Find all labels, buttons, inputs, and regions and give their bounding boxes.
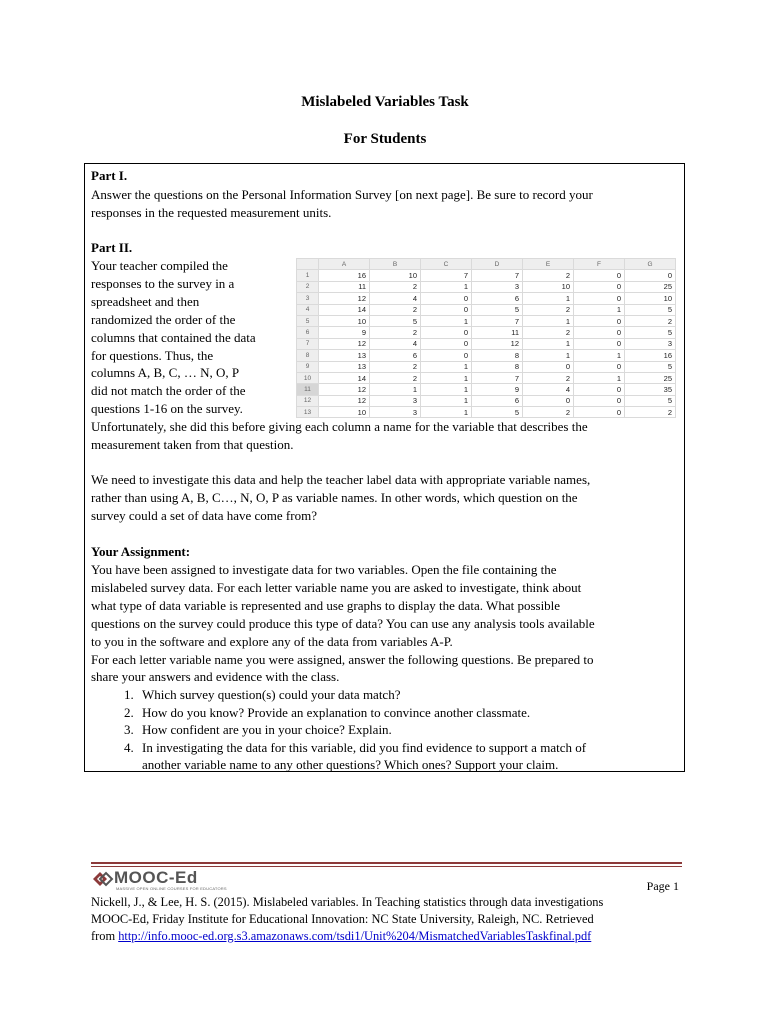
part2-side-line: questions 1-16 on the survey. bbox=[91, 401, 243, 416]
spreadsheet-cell: 9 bbox=[319, 327, 370, 338]
spreadsheet-cell: 5 bbox=[370, 315, 421, 326]
spreadsheet-cell: 1 bbox=[523, 315, 574, 326]
question-item bbox=[124, 721, 586, 739]
spreadsheet-row bbox=[297, 384, 676, 395]
part2-side-line: responses to the survey in a bbox=[91, 276, 235, 291]
spreadsheet-table bbox=[296, 258, 676, 418]
citation-line: MOOC-Ed, Friday Institute for Educational Innovation: NC State University, Raleigh, NC. Retrieved bbox=[91, 912, 594, 926]
row-number: 2 bbox=[297, 281, 319, 292]
spreadsheet-cell: 8 bbox=[472, 350, 523, 361]
spreadsheet-cell: 2 bbox=[370, 304, 421, 315]
column-header: A bbox=[319, 259, 370, 270]
spreadsheet-cell: 10 bbox=[370, 270, 421, 281]
spreadsheet-row bbox=[297, 270, 676, 281]
spreadsheet-row bbox=[297, 304, 676, 315]
part2-side-line: for questions. Thus, the bbox=[91, 348, 214, 363]
question-text-continued: another variable name to any other questions? Which ones? Support your claim. bbox=[142, 757, 559, 773]
spreadsheet-cell: 0 bbox=[574, 361, 625, 372]
question-text: Which survey question(s) could your data match? bbox=[142, 687, 401, 702]
question-text: How confident are you in your choice? Explain. bbox=[142, 722, 392, 738]
spreadsheet-row bbox=[297, 281, 676, 292]
spreadsheet-cell: 3 bbox=[370, 395, 421, 406]
assignment-line: mislabeled survey data. For each letter variable name you are asked to investigate, think about bbox=[91, 580, 582, 595]
part2-heading: Part II. bbox=[91, 240, 133, 255]
question-number: 2. bbox=[124, 704, 134, 720]
part2-side-line: columns A, B, C, … N, O, P bbox=[91, 365, 240, 380]
spreadsheet-cell: 2 bbox=[370, 361, 421, 372]
spreadsheet-image bbox=[296, 258, 676, 417]
spreadsheet-cell: 6 bbox=[472, 395, 523, 406]
mooc-ed-logo bbox=[92, 868, 242, 892]
spreadsheet-row bbox=[297, 315, 676, 326]
assignment-line: to you in the software and explore any of the data from variables A-P. bbox=[91, 634, 453, 649]
spreadsheet-cell: 12 bbox=[319, 338, 370, 349]
part2-side-line: randomized the order of the bbox=[91, 312, 236, 327]
spreadsheet-cell: 1 bbox=[421, 281, 472, 292]
part1-line: Answer the questions on the Personal Information Survey [on next page]. Be sure to record your bbox=[91, 187, 593, 202]
spreadsheet-cell: 0 bbox=[574, 407, 625, 418]
spreadsheet-cell: 7 bbox=[472, 270, 523, 281]
column-header: F bbox=[574, 259, 625, 270]
citation-prefix: from bbox=[91, 929, 119, 943]
spreadsheet-cell: 2 bbox=[625, 315, 676, 326]
spreadsheet-cell: 3 bbox=[370, 407, 421, 418]
spreadsheet-cell: 3 bbox=[472, 281, 523, 292]
spreadsheet-cell: 16 bbox=[625, 350, 676, 361]
spreadsheet-cell: 5 bbox=[472, 304, 523, 315]
spreadsheet-cell: 0 bbox=[421, 293, 472, 304]
spreadsheet-cell: 10 bbox=[523, 281, 574, 292]
spreadsheet-cell: 1 bbox=[421, 361, 472, 372]
spreadsheet-cell: 1 bbox=[421, 315, 472, 326]
spreadsheet-cell: 10 bbox=[319, 315, 370, 326]
row-number: 1 bbox=[297, 270, 319, 281]
row-number: 12 bbox=[297, 395, 319, 406]
spreadsheet-cell: 1 bbox=[574, 304, 625, 315]
row-number: 3 bbox=[297, 293, 319, 304]
assignment-heading: Your Assignment: bbox=[91, 544, 191, 559]
logo-mark-icon bbox=[92, 871, 114, 887]
page-number: Page 1 bbox=[646, 879, 679, 893]
part2-side-line: did not match the order of the bbox=[91, 383, 246, 398]
spreadsheet-cell: 8 bbox=[472, 361, 523, 372]
question-list bbox=[124, 686, 586, 774]
question-item bbox=[124, 739, 586, 774]
spreadsheet-cell: 7 bbox=[472, 372, 523, 383]
column-header: G bbox=[625, 259, 676, 270]
spreadsheet-cell: 0 bbox=[523, 395, 574, 406]
document-subtitle: For Students bbox=[343, 131, 427, 147]
spreadsheet-cell: 0 bbox=[574, 384, 625, 395]
spreadsheet-cell: 2 bbox=[523, 372, 574, 383]
spreadsheet-row bbox=[297, 327, 676, 338]
spreadsheet-cell: 12 bbox=[472, 338, 523, 349]
spreadsheet-cell: 0 bbox=[574, 327, 625, 338]
spreadsheet-cell: 2 bbox=[523, 304, 574, 315]
spreadsheet-cell: 4 bbox=[370, 338, 421, 349]
spreadsheet-cell: 2 bbox=[370, 372, 421, 383]
spreadsheet-cell: 1 bbox=[421, 384, 472, 395]
spreadsheet-cell: 0 bbox=[625, 270, 676, 281]
spreadsheet-corner bbox=[297, 259, 319, 270]
spreadsheet-cell: 0 bbox=[523, 361, 574, 372]
logo-text: MOOC-Ed bbox=[114, 868, 198, 887]
spreadsheet-cell: 1 bbox=[574, 350, 625, 361]
spreadsheet-cell: 10 bbox=[319, 407, 370, 418]
spreadsheet-cell: 4 bbox=[523, 384, 574, 395]
spreadsheet-cell: 0 bbox=[574, 315, 625, 326]
assignment-line: what type of data variable is represented and use graphs to display the data. What possible bbox=[91, 598, 561, 613]
spreadsheet-cell: 2 bbox=[523, 270, 574, 281]
spreadsheet-cell: 5 bbox=[625, 327, 676, 338]
spreadsheet-cell: 0 bbox=[574, 338, 625, 349]
part2-side-line: columns that contained the data bbox=[91, 330, 256, 345]
spreadsheet-cell: 2 bbox=[370, 281, 421, 292]
spreadsheet-cell: 3 bbox=[625, 338, 676, 349]
spreadsheet-cell: 5 bbox=[625, 304, 676, 315]
row-number: 7 bbox=[297, 338, 319, 349]
spreadsheet-row bbox=[297, 372, 676, 383]
spreadsheet-cell: 9 bbox=[472, 384, 523, 395]
spreadsheet-cell: 1 bbox=[421, 407, 472, 418]
footer-rule-thin bbox=[91, 866, 682, 867]
spreadsheet-cell: 6 bbox=[370, 350, 421, 361]
spreadsheet-body bbox=[297, 270, 676, 418]
spreadsheet-cell: 2 bbox=[370, 327, 421, 338]
question-item bbox=[124, 686, 586, 704]
spreadsheet-cell: 14 bbox=[319, 304, 370, 315]
spreadsheet-cell: 25 bbox=[625, 281, 676, 292]
spreadsheet-cell: 1 bbox=[523, 293, 574, 304]
spreadsheet-cell: 0 bbox=[421, 327, 472, 338]
spreadsheet-cell: 13 bbox=[319, 350, 370, 361]
spreadsheet-row bbox=[297, 361, 676, 372]
spreadsheet-cell: 1 bbox=[523, 338, 574, 349]
spreadsheet-cell: 4 bbox=[370, 293, 421, 304]
footer-rule bbox=[91, 862, 682, 864]
spreadsheet-cell: 14 bbox=[319, 372, 370, 383]
spreadsheet-cell: 7 bbox=[421, 270, 472, 281]
spreadsheet-cell: 0 bbox=[421, 338, 472, 349]
spreadsheet-cell: 0 bbox=[421, 350, 472, 361]
spreadsheet-cell: 1 bbox=[574, 372, 625, 383]
spreadsheet-row bbox=[297, 407, 676, 418]
spreadsheet-row bbox=[297, 395, 676, 406]
spreadsheet-cell: 0 bbox=[574, 270, 625, 281]
question-text: How do you know? Provide an explanation to convince another classmate. bbox=[142, 704, 531, 720]
spreadsheet-cell: 1 bbox=[370, 384, 421, 395]
spreadsheet-cell: 1 bbox=[421, 372, 472, 383]
part1-heading: Part I. bbox=[91, 168, 128, 183]
spreadsheet-cell: 11 bbox=[472, 327, 523, 338]
part2-para2-line: survey could a set of data have come from? bbox=[91, 508, 317, 523]
row-number: 6 bbox=[297, 327, 319, 338]
question-number: 3. bbox=[124, 722, 134, 738]
row-number: 5 bbox=[297, 315, 319, 326]
row-number: 4 bbox=[297, 304, 319, 315]
spreadsheet-cell: 0 bbox=[574, 395, 625, 406]
spreadsheet-header-row bbox=[297, 259, 676, 270]
column-header: C bbox=[421, 259, 472, 270]
document-title: Mislabeled Variables Task bbox=[301, 94, 469, 110]
question-text: In investigating the data for this variable, did you find evidence to support a match of bbox=[142, 739, 587, 755]
assignment-line: share your answers and evidence with the class. bbox=[91, 669, 340, 684]
column-header: E bbox=[523, 259, 574, 270]
spreadsheet-cell: 1 bbox=[421, 395, 472, 406]
spreadsheet-cell: 12 bbox=[319, 395, 370, 406]
spreadsheet-cell: 5 bbox=[625, 361, 676, 372]
column-header: D bbox=[472, 259, 523, 270]
row-number: 10 bbox=[297, 372, 319, 383]
spreadsheet-cell: 35 bbox=[625, 384, 676, 395]
spreadsheet-cell: 0 bbox=[574, 281, 625, 292]
assignment-line: For each letter variable name you were assigned, answer the following questions. Be prepared to bbox=[91, 652, 594, 667]
spreadsheet-cell: 2 bbox=[523, 407, 574, 418]
spreadsheet-cell: 6 bbox=[472, 293, 523, 304]
part2-line: Unfortunately, she did this before giving each column a name for the variable that describes the bbox=[91, 419, 588, 434]
logo-subtext: MASSIVE OPEN ONLINE COURSES FOR EDUCATORS bbox=[116, 886, 227, 891]
spreadsheet-cell: 1 bbox=[523, 350, 574, 361]
spreadsheet-cell: 0 bbox=[421, 304, 472, 315]
row-number: 8 bbox=[297, 350, 319, 361]
spreadsheet-cell: 25 bbox=[625, 372, 676, 383]
spreadsheet-row bbox=[297, 350, 676, 361]
question-number: 1. bbox=[124, 687, 134, 702]
spreadsheet-cell: 13 bbox=[319, 361, 370, 372]
row-number: 11 bbox=[297, 384, 319, 395]
part2-line: measurement taken from that question. bbox=[91, 437, 294, 452]
spreadsheet-cell: 0 bbox=[574, 293, 625, 304]
part2-side-line: Your teacher compiled the bbox=[91, 258, 228, 273]
spreadsheet-row bbox=[297, 338, 676, 349]
assignment-line: You have been assigned to investigate data for two variables. Open the file containing the bbox=[91, 562, 557, 577]
row-number: 13 bbox=[297, 407, 319, 418]
spreadsheet-cell: 2 bbox=[523, 327, 574, 338]
citation-line: Nickell, J., & Lee, H. S. (2015). Mislabeled variables. In Teaching statistics through data investigations bbox=[91, 895, 604, 909]
spreadsheet-cell: 12 bbox=[319, 293, 370, 304]
spreadsheet-cell: 10 bbox=[625, 293, 676, 304]
spreadsheet-cell: 2 bbox=[625, 407, 676, 418]
question-item bbox=[124, 704, 586, 722]
row-number: 9 bbox=[297, 361, 319, 372]
part2-para2-line: rather than using A, B, C…, N, O, P as variable names. In other words, which question on the bbox=[91, 490, 578, 505]
column-header: B bbox=[370, 259, 421, 270]
assignment-line: questions on the survey could produce this type of data? You can use any analysis tools available bbox=[91, 616, 595, 631]
citation-line bbox=[91, 928, 591, 946]
part1-line: responses in the requested measurement units. bbox=[91, 205, 332, 220]
spreadsheet-cell: 5 bbox=[625, 395, 676, 406]
spreadsheet-row bbox=[297, 293, 676, 304]
citation-link[interactable]: http://info.mooc-ed.org.s3.amazonaws.com/tsdi1/Unit%204/MismatchedVariablesTaskfinal.pdf bbox=[118, 929, 592, 943]
spreadsheet-cell: 16 bbox=[319, 270, 370, 281]
part2-side-line: spreadsheet and then bbox=[91, 294, 200, 309]
spreadsheet-cell: 11 bbox=[319, 281, 370, 292]
question-number: 4. bbox=[124, 739, 134, 755]
part2-para2-line: We need to investigate this data and help the teacher label data with appropriate variable names, bbox=[91, 472, 591, 487]
spreadsheet-cell: 7 bbox=[472, 315, 523, 326]
spreadsheet-cell: 12 bbox=[319, 384, 370, 395]
spreadsheet-cell: 5 bbox=[472, 407, 523, 418]
